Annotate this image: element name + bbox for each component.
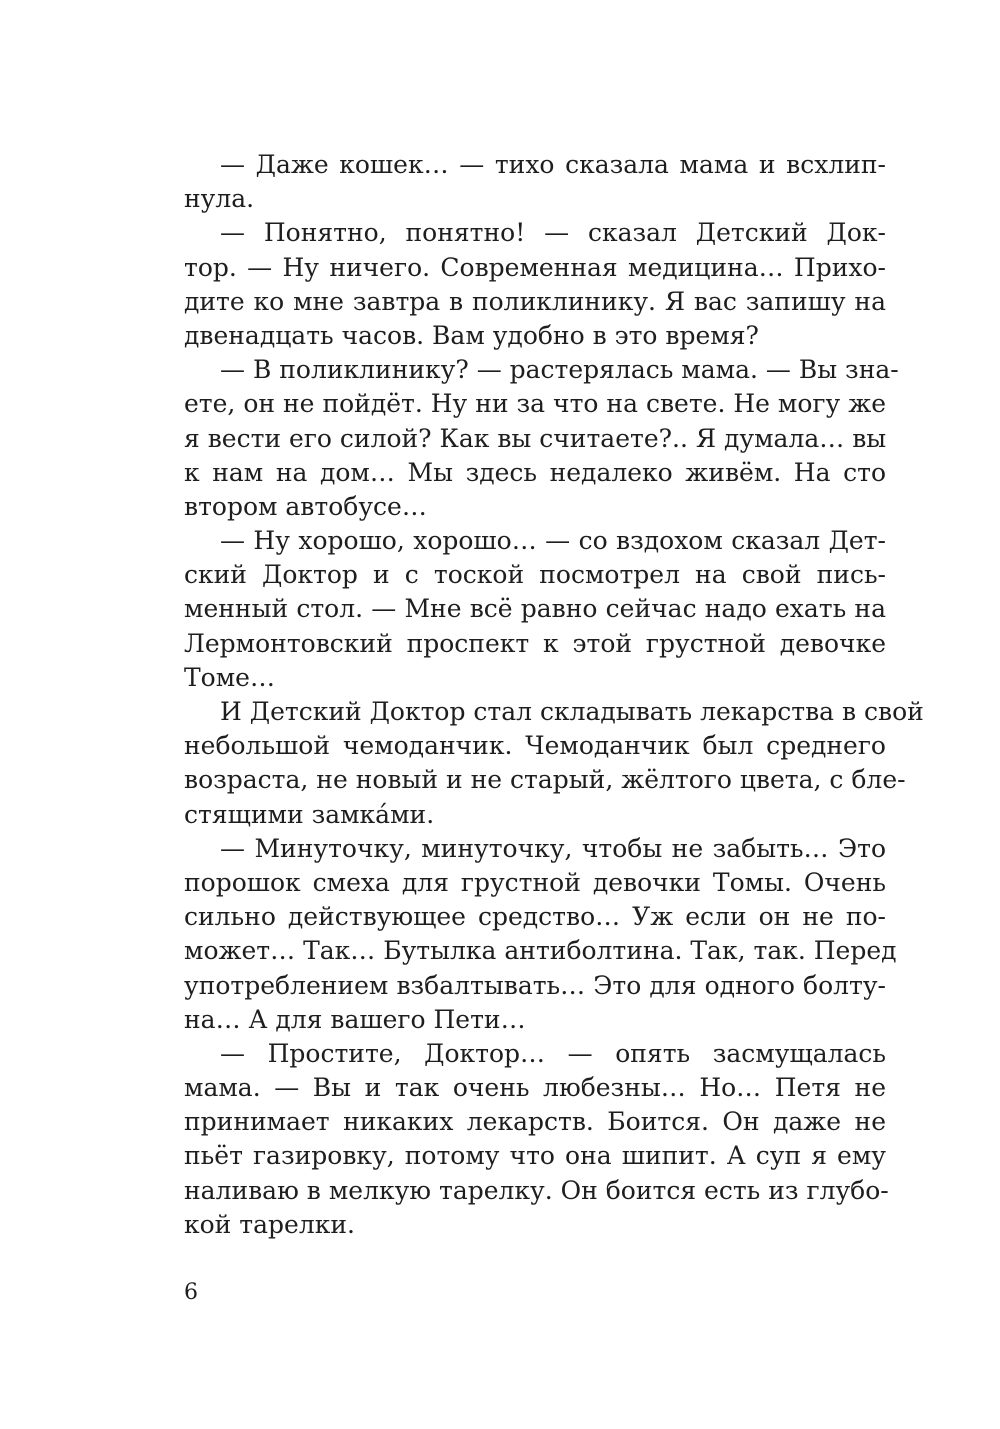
text-line: может… Так… Бутылка антиболтина. Так, так. Перед: [184, 936, 897, 966]
text-line: мама. — Вы и так очень любезны… Но… Петя не: [184, 1073, 886, 1103]
paragraph: [184, 524, 886, 695]
page-number: 6: [184, 1280, 198, 1305]
text-line: Томе…: [184, 662, 275, 692]
paragraph: [184, 1037, 889, 1242]
text-line: нула.: [184, 184, 255, 214]
body-text: [184, 148, 924, 1242]
text-line: небольшой чемоданчик. Чемоданчик был среднего: [184, 731, 886, 761]
text-line: на… А для вашего Пети…: [184, 1004, 526, 1034]
paragraph: [184, 832, 897, 1037]
text-line: — Даже кошек… — тихо сказала мама и всхлип-: [220, 150, 886, 179]
text-line: сильно действующее средство… Уж если он не по-: [184, 902, 886, 932]
text-line: — Минуточку, минуточку, чтобы не забыть… Это: [220, 833, 886, 863]
text-line: — Понятно, понятно! — сказал Детский Док-: [220, 218, 886, 248]
text-line: — Простите, Доктор… — опять засмущалась: [220, 1038, 886, 1068]
paragraph: [184, 695, 924, 832]
text-line: ский Доктор и с тоской посмотрел на свой пись-: [184, 560, 886, 590]
text-line: возраста, не новый и не старый, жёлтого цвета, с бле-: [184, 765, 906, 795]
text-line: кой тарелки.: [184, 1209, 355, 1239]
paragraph: [184, 216, 886, 353]
paragraph: [184, 353, 899, 524]
text-line: дите ко мне завтра в поликлинику. Я вас запишу на: [184, 286, 886, 316]
text-line: я вести его силой? Как вы считаете?.. Я думала… вы: [184, 423, 887, 453]
text-line: — Ну хорошо, хорошо… — со вздохом сказал Дет-: [220, 526, 886, 556]
text-line: пьёт газировку, потому что она шипит. А суп я ему: [184, 1141, 886, 1171]
text-line: порошок смеха для грустной девочки Томы. Очень: [184, 867, 886, 897]
text-line: наливаю в мелкую тарелку. Он боится есть из глубо-: [184, 1175, 889, 1205]
text-line: — В поликлинику? — растерялась мама. — Вы зна-: [220, 355, 899, 385]
text-line: употреблением взбалтывать… Это для одного болту-: [184, 970, 886, 1000]
text-line: ете, он не пойдёт. Ну ни за что на свете. Не могу же: [184, 389, 886, 419]
text-line: принимает никаких лекарств. Боится. Он даже не: [184, 1107, 886, 1137]
text-line: втором автобусе…: [184, 491, 427, 521]
text-line: тор. — Ну ничего. Современная медицина… Прихо-: [184, 252, 886, 282]
paragraph: [184, 148, 886, 216]
text-line: Лермонтовский проспект к этой грустной девочке: [184, 628, 886, 658]
text-line: двенадцать часов. Вам удобно в это время?: [184, 320, 759, 350]
text-line: И Детский Доктор стал складывать лекарства в свой: [220, 697, 924, 726]
text-line: менный стол. — Мне всё равно сейчас надо ехать на: [184, 594, 886, 624]
text-line: к нам на дом… Мы здесь недалеко живём. На сто: [184, 457, 886, 487]
text-line: стящими замка́ми.: [184, 799, 435, 829]
